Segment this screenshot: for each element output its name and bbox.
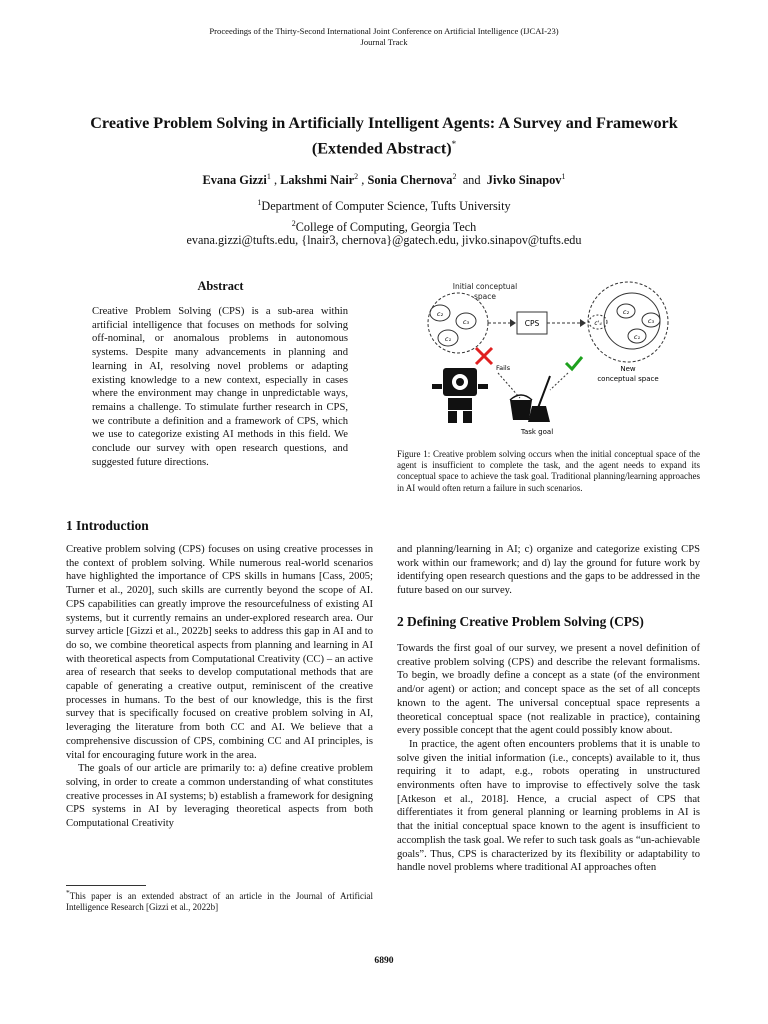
section-2-paragraph-2: In practice, the agent often encounters problems that it is unable to solve given the initial information (i.e., concepts) available to it, thus requiring it to adapt, e.g., robots operating in unstructured environments often have to improvise to effectively solve the task [Atkeson et al., 2018]. Hence, a crucial aspect of CPS that differentiates it from general planning or learning problems in AI is that the initial conceptual space known to the agent is insufficient to accomplish the task goal. We refer to such task goals as “un-achievable goals”. Thus, CPS is characterized by its flexibility or adaptability to handle novel problems where traditional AI approaches often bbox=[397, 738, 700, 874]
intro-continuation: and planning/learning in AI; c) organize and categorize existing CPS work within our framework; and d) lay the ground for future work by identifying open research questions and the gaps to be addressed in the future based on our survey. bbox=[397, 544, 700, 597]
affiliation-number: 2 bbox=[291, 219, 296, 229]
abstract-heading: Abstract bbox=[197, 279, 244, 293]
paper-title bbox=[80, 113, 688, 159]
affiliation-line bbox=[0, 194, 768, 215]
footnote-mark: * bbox=[66, 888, 70, 897]
concept-label: c₂ bbox=[622, 308, 630, 316]
figure-1 bbox=[410, 278, 678, 440]
title-footnote-mark: * bbox=[451, 139, 457, 149]
affiliation-text: Department of Computer Science, Tufts University bbox=[261, 199, 511, 214]
fails-label: Fails bbox=[496, 364, 511, 372]
author-emails: evana.gizzi@tufts.edu, {lnair3, chernova}@gatech.edu, jivko.sinapov@tufts.edu bbox=[186, 233, 582, 247]
figure-caption: Figure 1: Creative problem solving occurs when the initial conceptual space of the agent is insufficient to complete the task, and the agent needs to expand its conceptual space to achieve the task goal. Traditional planning/learning approaches in AI would often return a failure in such scenarios. bbox=[397, 449, 700, 493]
fig-label-initial: Initial conceptual bbox=[452, 282, 518, 291]
fig-label-initial-2: space bbox=[473, 292, 497, 301]
concept-label: c₃ bbox=[462, 318, 470, 326]
affiliations bbox=[0, 194, 768, 236]
author-list: Evana Gizzi$^1$ , Lakshmi Nair$^2$ , Sonia Chernova$^2$ and Jivko Sinapov$^1$ bbox=[202, 172, 566, 188]
fails-arrow bbox=[498, 373, 520, 398]
page-number: 6890 bbox=[374, 955, 394, 966]
concept-label: c₂ bbox=[436, 310, 444, 318]
concept-label-new: c'₄ bbox=[594, 320, 602, 327]
author-name: Evana Gizzi bbox=[202, 173, 267, 188]
task-goal-label: Task goal bbox=[520, 428, 554, 436]
new-space-label: New bbox=[620, 365, 636, 373]
section-2-paragraph-1: Towards the first goal of our survey, we present a novel definition of creative problem solving (CPS) and describe the relevant formalisms. To begin, we broadly define a concept as a state (of the environment and/or agent) or action; and concept space as the set of all concepts known to the agent. The universal conceptual space represents a theoretical conceptual space (not realizable in practice), containing every possible concept that the agent could possibly know about. bbox=[397, 643, 700, 737]
cps-label: CPS bbox=[524, 319, 540, 328]
abstract-body: Creative Problem Solving (CPS) is a sub-area within artificial intelligence that focuses on methods for solving off-nominal, or anomalous problems in autonomous systems. Despite many advancements in planning and learning in AI, resolving novel problems or adapting existing knowledge to a new context, especially in cases where the environment may change in unpredictable ways, remains a challenge. To stimulate further research in CPS, we contribute a definition and a framework of CPS, which we use to categorize existing AI methods in this field. We conclude our survey with open research questions, and suggested future directions. bbox=[92, 306, 348, 468]
venue-header bbox=[0, 26, 768, 48]
affiliation-text: College of Computing, Georgia Tech bbox=[295, 220, 477, 235]
arrow-head bbox=[580, 319, 586, 327]
author-affiliation-mark: 1 bbox=[561, 172, 566, 181]
bucket-mop-icon bbox=[510, 376, 550, 422]
author-name: Lakshmi Nair bbox=[280, 173, 355, 188]
author-affiliation-mark: 2 bbox=[354, 172, 359, 181]
author-affiliation-mark: 2 bbox=[452, 172, 457, 181]
footnote-rule bbox=[66, 885, 146, 886]
concept-label: c₃ bbox=[647, 317, 655, 325]
venue-line-2: Journal Track bbox=[360, 37, 408, 47]
author-name: Jivko Sinapov bbox=[486, 173, 562, 188]
intro-paragraph-1: Creative problem solving (CPS) focuses on using creative processes in the context of problem solving. While numerous real-world scenarios have highlighted the importance of CPS skills in humans [Cass, 2005; Turner et al., 2020], such skills are currently beyond the scope of AI. CPS capabilities can greatly improve the resourcefulness of existing AI systems, but it currently remains an under-explored research area. Our survey article [Gizzi et al., 2022b] seeks to address this gap in AI and to do so, we combine theoretical aspects from planning and learning in AI with theoretical aspects from Computational Creativity (CC) – an active area of research that seeks to develop computational methods that are capable of generating a creative output, reminiscent of the creative processes in humans. To the best of our knowledge, this is the first survey that is specifically focused on creative problem solving in AI, leveraging the literature from both CC and AI. We believe that a comprehensive discussion of CPS, combining CC and AI principles, is vital for encouraging future work in the area. bbox=[66, 544, 373, 761]
affiliation-number: 1 bbox=[257, 198, 262, 207]
title-text: Creative Problem Solving in Artificially Intelligent Agents: A Survey and Framework (Extended Abstract) bbox=[90, 114, 678, 158]
venue-line-1: Proceedings of the Thirty-Second International Joint Conference on Artificial Intelligence (IJCAI-23) bbox=[209, 26, 559, 36]
footnote bbox=[66, 887, 373, 914]
authors-and: and bbox=[462, 173, 481, 188]
section-2-heading: 2 Defining Creative Problem Solving (CPS) bbox=[397, 614, 644, 629]
intro-body bbox=[66, 543, 373, 831]
arrow-head bbox=[510, 319, 516, 327]
new-space-label-2: conceptual space bbox=[597, 375, 659, 383]
concept-label: c₁ bbox=[633, 333, 641, 341]
section-1-heading: 1 Introduction bbox=[66, 518, 149, 533]
figure-diagram bbox=[410, 278, 678, 440]
initial-space-circle bbox=[428, 293, 488, 353]
robot-icon bbox=[432, 368, 488, 423]
intro-paragraph-2: The goals of our article are primarily to: a) define creative problem solving, in order to create a common understanding of what constitutes creative processes in AI systems; b) establish a framework for designing CPS systems in AI by leveraging theoretical aspects from both Computational Creativity bbox=[66, 763, 373, 830]
footnote-text: This paper is an extended abstract of an article in the Journal of Artificial Intelligence Research [Gizzi et al., 2022b] bbox=[66, 891, 373, 913]
author-name: Sonia Chernova bbox=[367, 173, 453, 188]
section-2-body bbox=[397, 642, 700, 875]
concept-label: c₁ bbox=[444, 335, 452, 343]
success-arrow bbox=[550, 373, 568, 390]
success-check-icon bbox=[566, 357, 582, 369]
author-affiliation-mark: 1 bbox=[266, 172, 271, 181]
